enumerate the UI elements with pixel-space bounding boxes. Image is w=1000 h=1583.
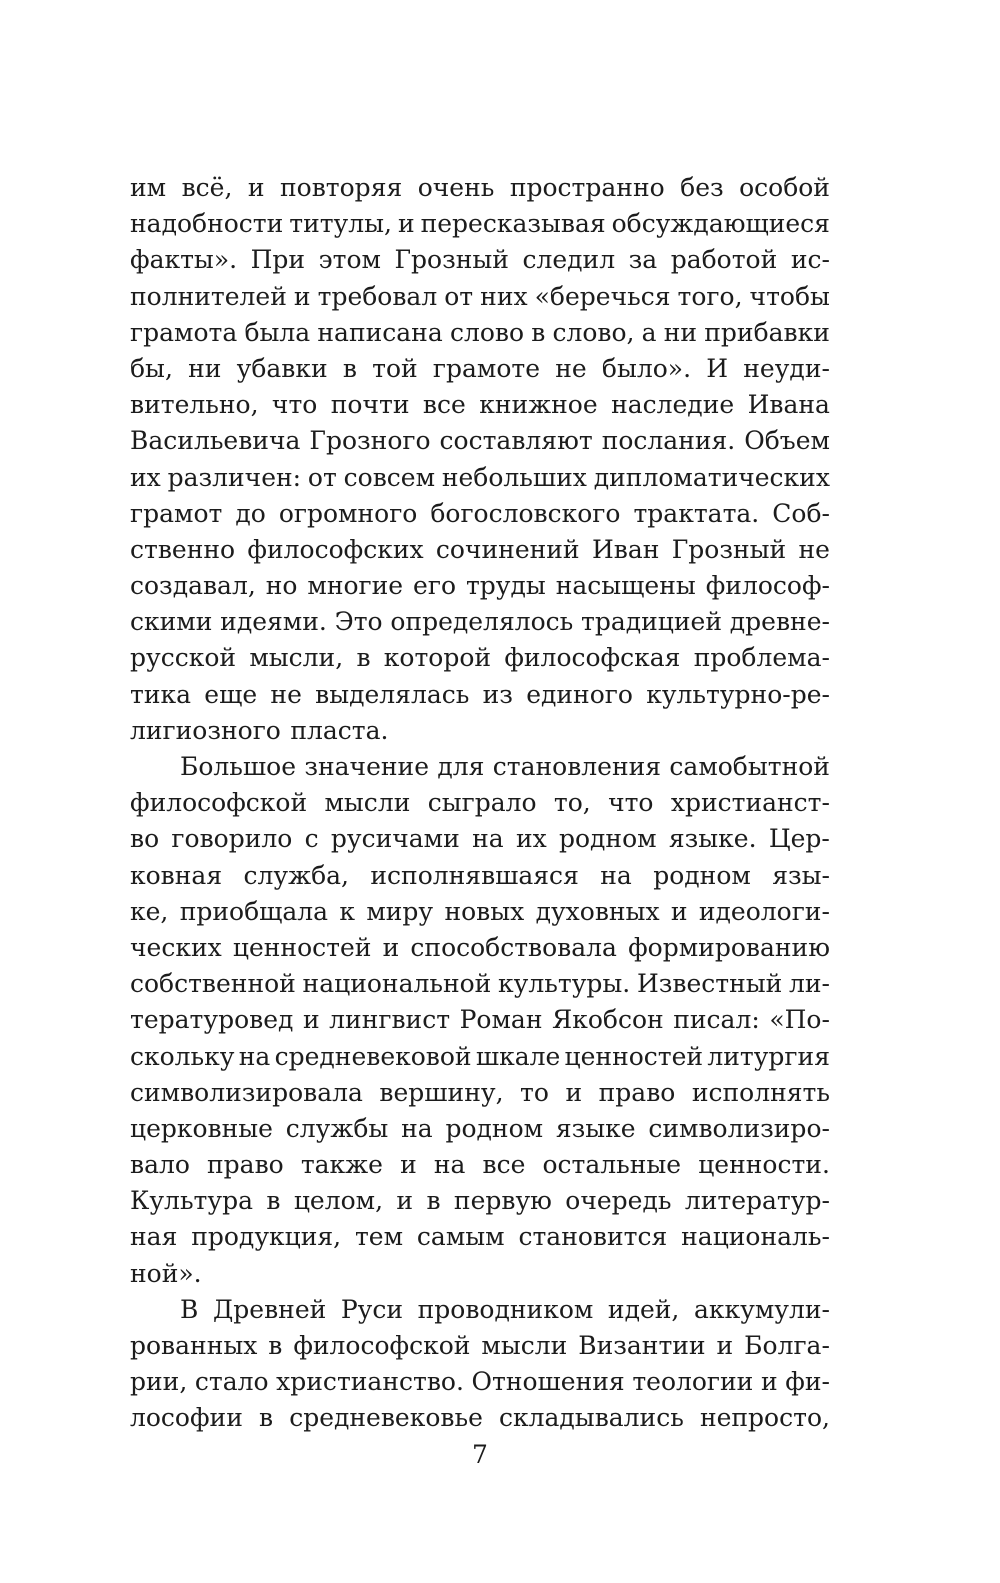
text-line: русской мысли, в которой философская проблема- — [130, 643, 830, 673]
text-line: грамот до огромного богословского трактата. Соб- — [130, 498, 830, 528]
text-line: скольку на средневековой шкале ценностей литургия — [130, 1041, 830, 1071]
text-line: ная продукция, тем самым становится националь- — [130, 1222, 830, 1252]
text-line: лософии в средневековье складывались непросто, — [130, 1403, 830, 1433]
text-line: во говорило с русичами на их родном языке. Цер- — [130, 824, 830, 854]
text-line: ковная служба, исполнявшаяся на родном язы- — [130, 860, 830, 890]
text-line: создавал, но многие его труды насыщены философ- — [130, 571, 830, 601]
paragraph — [130, 170, 830, 749]
text-line: Большое значение для становления самобытной — [180, 752, 830, 781]
text-line: им всё, и повторяя очень пространно без особой — [130, 173, 830, 202]
text-line: Васильевича Грозного составляют послания. Объем — [130, 426, 830, 456]
page-number — [0, 1440, 1000, 1469]
text-line: символизировала вершину, то и право исполнять — [130, 1077, 830, 1107]
text-line: скими идеями. Это определялось традицией древне- — [130, 607, 830, 637]
text-line: факты». При этом Грозный следил за работой ис- — [130, 245, 830, 275]
body-text — [130, 170, 830, 1437]
text-line: Культура в целом, и в первую очередь литератур- — [130, 1186, 830, 1216]
text-line: их различен: от совсем небольших дипломатических — [130, 462, 830, 492]
text-line: тературовед и лингвист Роман Якобсон писал: «По- — [130, 1005, 830, 1035]
text-line: ственно философских сочинений Иван Грозный не — [130, 534, 830, 564]
text-line: рии, стало христианство. Отношения теологии и фи- — [130, 1367, 830, 1397]
text-line: грамота была написана слово в слово, а ни прибавки — [130, 317, 830, 347]
page-number-label: 7 — [472, 1440, 488, 1469]
text-line: вительно, что почти все книжное наследие Ивана — [130, 390, 830, 420]
text-line: надобности титулы, и пересказывая обсуждающиеся — [130, 209, 830, 239]
text-line: ной». — [130, 1258, 202, 1288]
text-line: церковные службы на родном языке символизиро- — [130, 1113, 830, 1143]
paragraph — [130, 749, 830, 1292]
text-line: В Древней Руси проводником идей, аккумули- — [180, 1294, 830, 1324]
text-line: ческих ценностей и способствовала формированию — [130, 932, 830, 962]
text-line: лигиозного пласта. — [130, 715, 389, 745]
text-line: рованных в философской мысли Византии и Болга- — [130, 1331, 830, 1360]
text-line: собственной национальной культуры. Известный ли- — [130, 969, 830, 999]
text-line: тика еще не выделялась из единого культурно-ре- — [130, 679, 830, 709]
text-line: вало право также и на все остальные ценности. — [130, 1150, 830, 1180]
text-line: философской мысли сыграло то, что христианст- — [130, 788, 830, 818]
paragraph — [130, 1292, 830, 1437]
text-line: бы, ни убавки в той грамоте не было». И неуди- — [130, 353, 830, 383]
text-line: полнителей и требовал от них «беречься того, чтобы — [130, 281, 830, 311]
text-line: ке, приобщала к миру новых духовных и идеологи- — [130, 896, 830, 926]
